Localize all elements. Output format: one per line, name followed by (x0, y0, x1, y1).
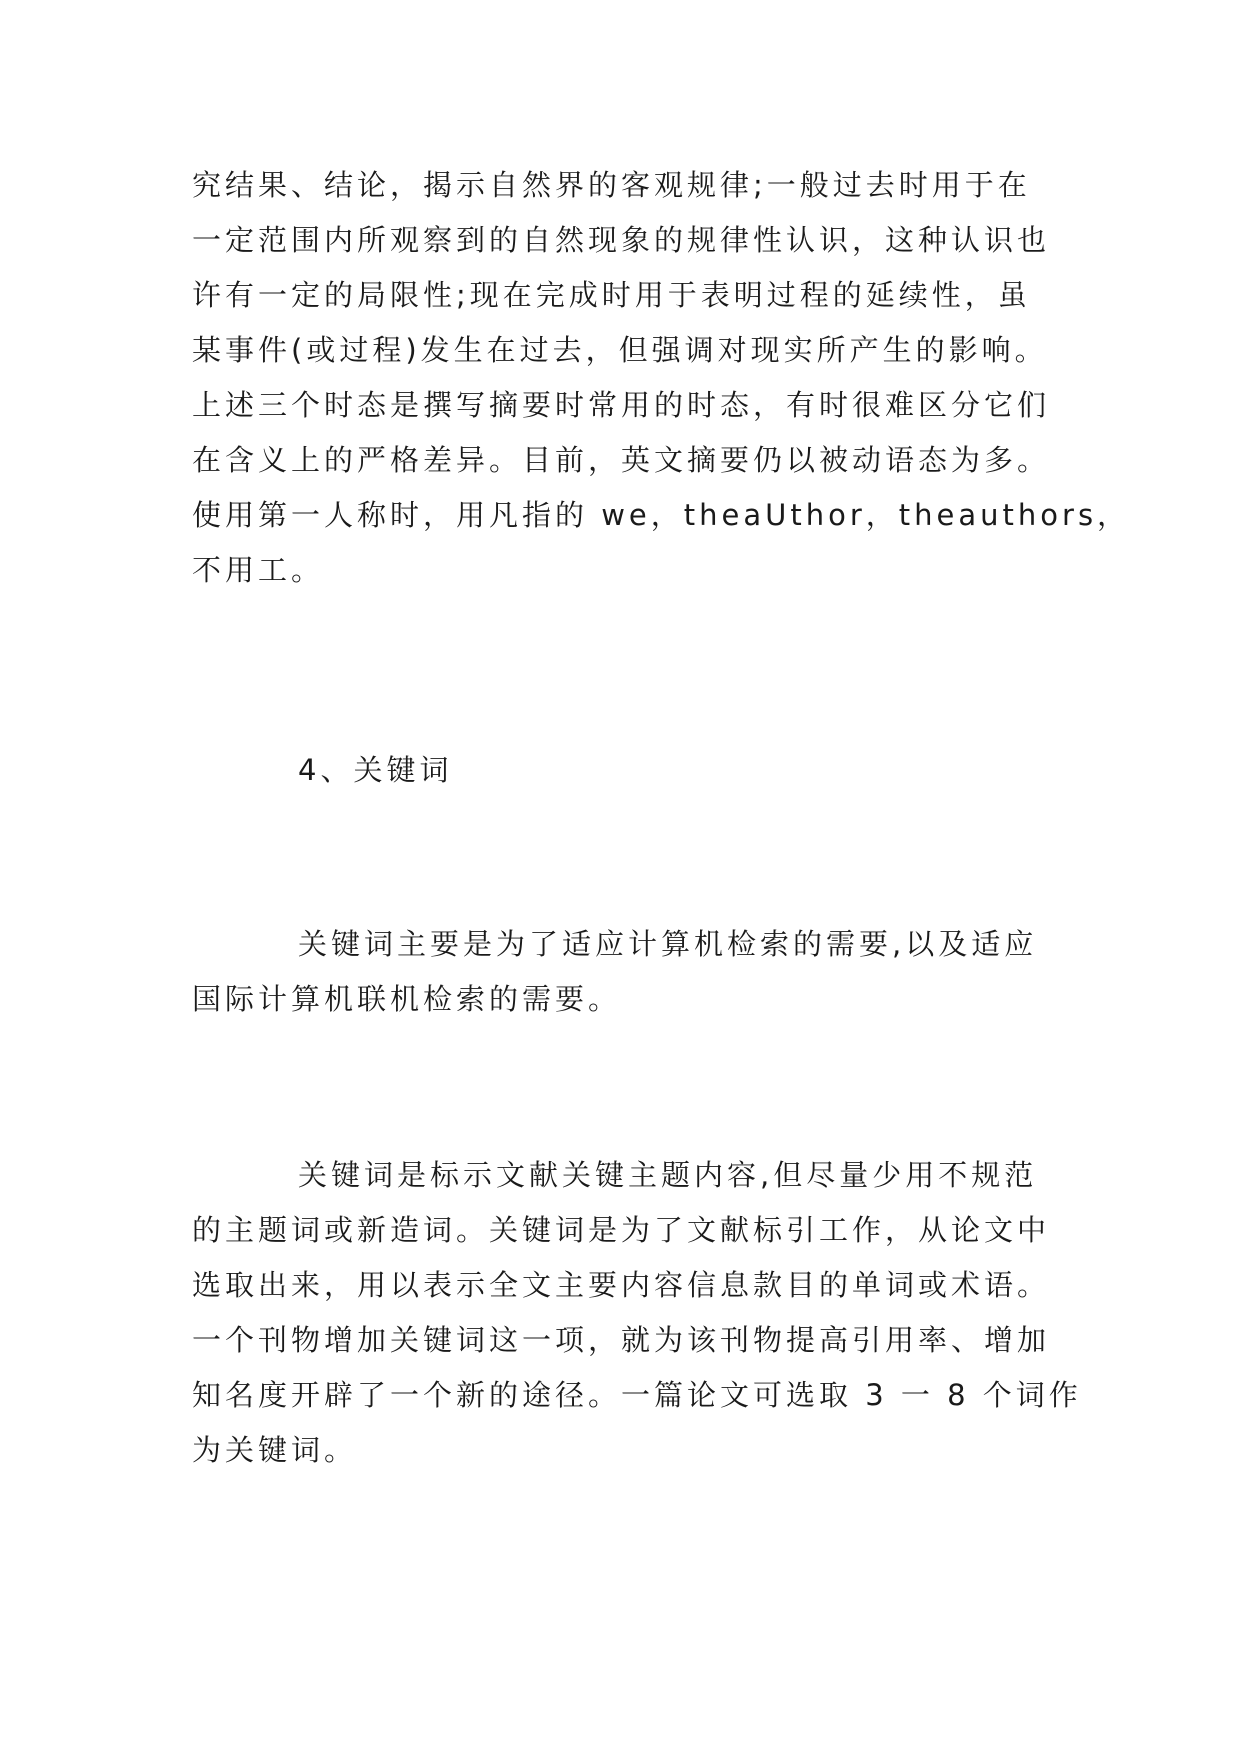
paragraph-keywords-definition (192, 1148, 1082, 1478)
text-line: 某事件(或过程)发生在过去，但强调对现实所产生的影响。 (192, 333, 1048, 367)
text-line: 在含义上的严格差异。目前，英文摘要仍以被动语态为多。 (192, 443, 1051, 477)
text-line: 究结果、结论，揭示自然界的客观规律;一般过去时用于在 (192, 168, 1031, 202)
text-line: 国际计算机联机检索的需要。 (192, 982, 622, 1016)
text-line: 使用第一人称时，用凡指的 we，theaUthor，theauthors， (192, 498, 1131, 532)
section-heading: 4、关键词 (298, 753, 453, 787)
text-line: 关键词是标示文献关键主题内容,但尽量少用不规范 (298, 1158, 1038, 1192)
text-line: 一定范围内所观察到的自然现象的规律性认识，这种认识也 (192, 223, 1051, 257)
text-line: 许有一定的局限性;现在完成时用于表明过程的延续性，虽 (192, 278, 1031, 312)
text-line: 知名度开辟了一个新的途径。一篇论文可选取 3 一 8 个词作 (192, 1378, 1082, 1412)
text-line: 的主题词或新造词。关键词是为了文献标引工作，从论文中 (192, 1213, 1051, 1247)
text-line: 选取出来，用以表示全文主要内容信息款目的单词或术语。 (192, 1268, 1051, 1302)
text-line: 关键词主要是为了适应计算机检索的需要,以及适应 (298, 927, 1038, 961)
text-line: 为关键词。 (192, 1433, 358, 1467)
paragraph-keywords-purpose (192, 917, 1052, 1027)
text-line: 一个刊物增加关键词这一项，就为该刊物提高引用率、增加 (192, 1323, 1051, 1357)
text-line: 上述三个时态是撰写摘要时常用的时态，有时很难区分它们 (192, 388, 1051, 422)
text-line: 不用工。 (192, 553, 325, 587)
paragraph-tense-usage (192, 158, 1131, 598)
